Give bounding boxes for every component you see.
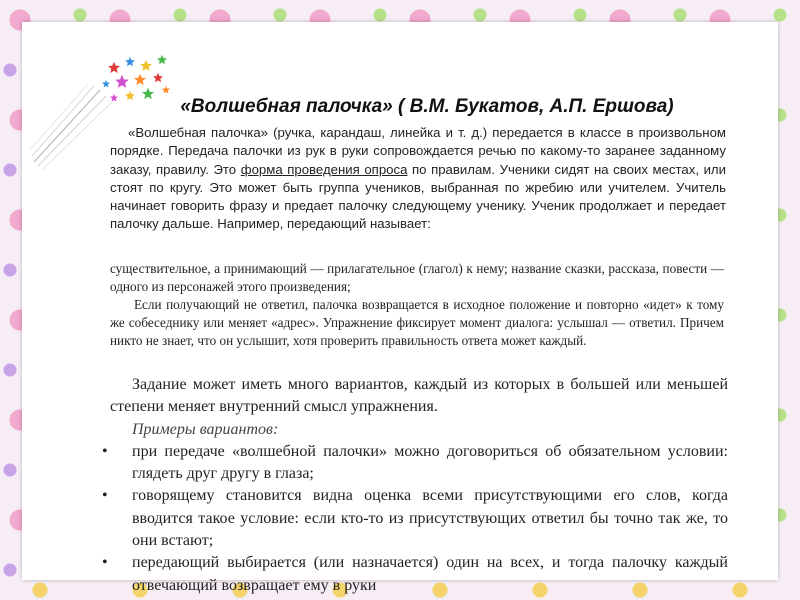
list-item [102,552,728,597]
star-icon [139,59,152,72]
description-paragraph [110,124,726,234]
description-text-start: «Волшебная палочка» (ручка, карандаш, линейка и т. д.) передается в классе в произвольном порядке. Передача палочки из рук в руки сопровождается речью по какому-то заранее заданному заказу, правилу. Это [110,125,726,177]
star-icon [156,54,167,65]
star-icon [161,85,171,94]
description-block [110,124,726,234]
survey-form-link[interactable]: форма проведения опроса [240,161,408,177]
star-cluster [101,54,171,102]
rules-paragraph-1: существительное, а принимающий — прилагательное (глагол) к нему; название сказки, рассказа, повести — одного из персонажей этого произведения; [110,261,724,294]
star-icon [124,56,135,67]
star-icon [133,73,146,86]
star-icon [114,74,129,89]
star-icon [109,93,119,102]
list-item [102,485,728,552]
wand-glitter-trail [30,84,112,170]
star-icon [107,61,120,74]
slide-title: «Волшебная палочка» ( В.М. Букатов, А.П. Ершова) [180,96,674,117]
slide [22,22,778,594]
variants-block [102,374,728,597]
star-icon [101,79,111,88]
bullet-icon: • [102,554,108,572]
list-item [102,441,728,486]
list-item-text: передающий выбирается (или назначается) один на всех, и тогда палочку каждый отвечающий возвращает ему в руки [132,554,728,594]
bullet-icon: • [102,442,108,460]
list-item-text: при передаче «волшебной палочки» можно договориться об обязательном условии: глядеть друг другу в глаза; [132,442,728,483]
list-item-text: говорящему становится видна оценка всеми присутствующими его слов, когда вводится такое условие: если кто-то из присутствующих ответил бы точно так же, то они встают; [132,487,728,550]
bullet-icon: • [102,487,108,505]
description-text-end: по правилам. Ученики сидят на своих местах, или стоят по кругу. Это может быть группа учеников, выбранная по жребию или учителем. Учитель начинает говорить фразу и предает палочку следующему ученику. Ученик продолжает и передает палочку дальше. Например, передающий называет: [110,161,726,232]
variants-list [102,441,728,597]
rules-paragraph-2: Если получающий не ответил, палочка возвращается в исходное положение и повторно «идет» к тому же собеседнику или меняет «адрес». Упражнение фиксирует момент диалога: услышал — ответил. Причем никто не знает, что он услышит, хотя проверить правильность ответа может каждый. [110,297,724,348]
variants-intro: Задание может иметь много вариантов, каждый из которых в большей или меньшей степени меняет внутренний смысл упражнения. [110,376,728,416]
star-icon [152,72,163,83]
rules-block [110,260,724,350]
examples-label: Примеры вариантов: [132,420,279,438]
